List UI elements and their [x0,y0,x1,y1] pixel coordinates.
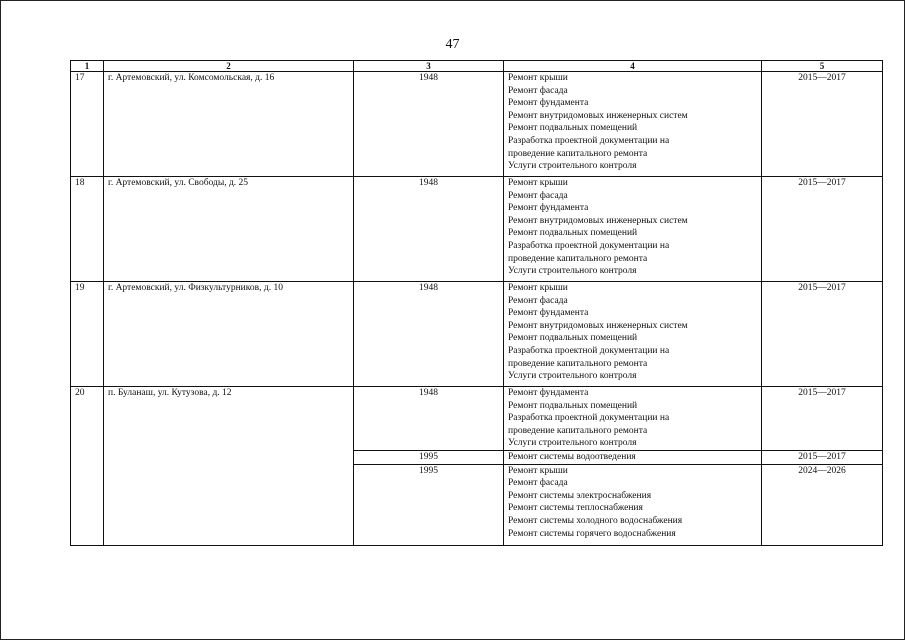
period-cell: 2015—2017 [762,387,883,451]
work-item: Ремонт подвальных помещений [508,228,638,239]
work-item: Ремонт системы водоотведения [508,451,636,462]
column-header: 1 [71,61,104,72]
period-cell: 2015—2017 [762,72,883,177]
work-item: проведение капитального ремонта [508,253,648,264]
work-item: Ремонт крыши [508,465,568,476]
work-item: проведение капитального ремонта [508,425,648,436]
column-header: 2 [104,61,354,72]
work-item: Ремонт фундамента [508,308,589,319]
works-cell [504,387,762,451]
page-number: 47 [445,37,460,52]
work-item: Ремонт крыши [508,283,568,293]
work-item: Ремонт системы холодного водоснабжения [508,515,683,526]
work-item: Услуги строительного контроля [508,438,637,449]
table-row [71,72,883,177]
address-cell: г. Артемовский, ул. Комсомольская, д. 16 [104,72,354,177]
work-item: Ремонт внутридомовых инженерных систем [508,320,688,331]
period-cell: 2015—2017 [762,282,883,387]
column-header: 3 [354,61,504,72]
row-number: 18 [71,177,104,282]
row-number: 19 [71,282,104,387]
period-cell: 2015—2017 [762,450,883,464]
work-item: Ремонт фасада [508,85,568,96]
works-cell [504,282,762,387]
work-item: Ремонт фасада [508,295,568,306]
year-cell: 1995 [354,450,504,464]
address-cell: г. Артемовский, ул. Физкультурников, д. 10 [104,282,354,387]
address-cell: г. Артемовский, ул. Свободы, д. 25 [104,177,354,282]
work-item: проведение капитального ремонта [508,148,648,159]
work-item: Ремонт внутридомовых инженерных систем [508,215,688,226]
year-cell: 1948 [354,177,504,282]
address-cell: п. Буланаш, ул. Кутузова, д. 12 [104,387,354,546]
work-item: Ремонт подвальных помещений [508,123,638,134]
work-item: Ремонт системы теплоснабжения [508,503,643,514]
work-item: Ремонт фасада [508,190,568,201]
table-row [71,177,883,282]
table-row [71,282,883,387]
year-cell: 1995 [354,464,504,545]
work-item: Ремонт крыши [508,73,568,83]
work-item: Ремонт системы электроснабжения [508,490,652,501]
repair-schedule-table [70,60,883,546]
work-item: Ремонт фасада [508,478,568,489]
works-cell [504,464,762,545]
year-cell: 1948 [354,282,504,387]
work-item: Услуги строительного контроля [508,371,637,382]
works-cell [504,72,762,177]
column-header: 4 [504,61,762,72]
work-item: Ремонт подвальных помещений [508,333,638,344]
work-item: Услуги строительного контроля [508,266,637,277]
work-item: Разработка проектной документации на [508,413,670,424]
row-number: 20 [71,387,104,546]
works-cell [504,450,762,464]
period-cell: 2015—2017 [762,177,883,282]
table-header-row [71,61,883,72]
work-item: Ремонт фундамента [508,203,589,214]
work-item: Ремонт подвальных помещений [508,400,638,411]
work-item: проведение капитального ремонта [508,358,648,369]
row-number: 17 [71,72,104,177]
work-item: Разработка проектной документации на [508,240,670,251]
table-row [71,387,883,451]
work-item: Ремонт фундамента [508,388,589,398]
work-item: Ремонт внутридомовых инженерных систем [508,110,688,121]
year-cell: 1948 [354,72,504,177]
work-item: Услуги строительного контроля [508,161,637,172]
work-item: Ремонт фундамента [508,98,589,109]
period-cell: 2024—2026 [762,464,883,545]
works-cell [504,177,762,282]
work-item: Ремонт системы горячего водоснабжения [508,528,676,539]
work-item: Разработка проектной документации на [508,345,670,356]
work-item: Разработка проектной документации на [508,135,670,146]
work-item: Ремонт крыши [508,178,568,188]
year-cell: 1948 [354,387,504,451]
column-header: 5 [762,61,883,72]
